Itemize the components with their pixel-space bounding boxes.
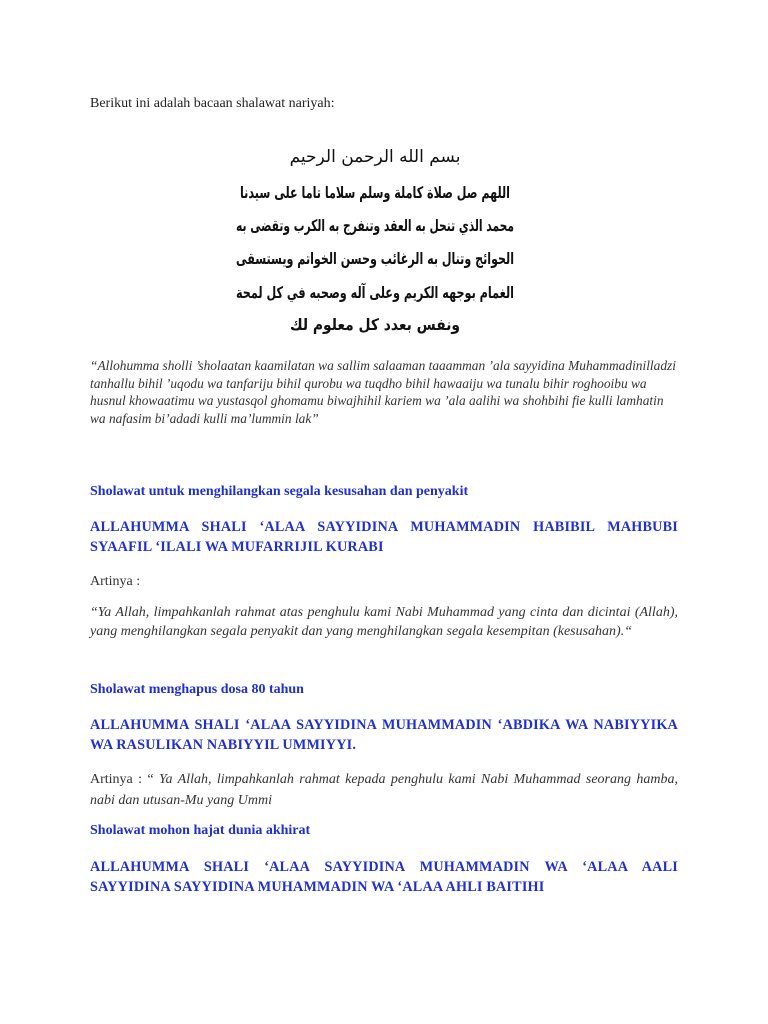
sholawat-text-hajat: ALLAHUMMA SHALI ‘ALAA SAYYIDINA MUHAMMADIN WA ‘ALAA AALI SAYYIDINA SAYYIDINA MUHAMMADIN WA ‘ALAA AHLI BAITIHI (90, 859, 678, 895)
artinya-label: Artinya : “ (90, 772, 154, 787)
calligraphy-line: الغمام بوجهه الكريم وعلى آله وصحبه في كل لمحة (236, 283, 633, 302)
arabic-calligraphy-image (230, 140, 652, 340)
artinya-label: Artinya : (90, 574, 141, 589)
section-heading-dosa: Sholawat menghapus dosa 80 tahun (90, 682, 304, 697)
basmalah-text: بسم الله الرحمن الرحيم (289, 147, 461, 167)
calligraphy-line: الحوائج وتنال به الرغائب وحسن الخواتم ويستسقى (236, 249, 514, 268)
nariyah-transliteration: “Allohumma sholli ’sholaatan kaamilatan wa sallim salaaman taaamman ’ala sayyidina Muhammadinilladzi tanhallu bihil ’uqodu wa tanfariju bihil qurobu wa tuqdho bihil hawaaiju wa tunalu bihir roghooibu wa husnul khowaatimu wa yustasqol ghomamu biwajhihil kariem wa ’ala aalihi wa shohbihi fie kulli lamhatin wa nafasim bi’adadi kulli ma’lummin lak” (90, 358, 676, 426)
meaning-text-kesusahan: “Ya Allah, limpahkanlah rahmat atas penghulu kami Nabi Muhammad yang cinta dan dicintai (Allah), yang menghilangkan segala penyakit dan yang menghilangkan segala kesempitan (kesusahan).“ (90, 605, 678, 639)
sholawat-text-kesusahan: ALLAHUMMA SHALI ‘ALAA SAYYIDINA MUHAMMADIN HABIBIL MAHBUBI SYAAFIL ‘ILALI WA MUFARRIJIL KURABI (90, 519, 678, 555)
section-heading-hajat: Sholawat mohon hajat dunia akhirat (90, 823, 311, 838)
meaning-text-dosa: Ya Allah, limpahkanlah rahmat kepada penghulu kami Nabi Muhammad seorang hamba, nabi dan utusan-Mu yang Ummi (90, 772, 679, 808)
calligraphy-svg (230, 140, 652, 340)
meaning-block-dosa (90, 769, 678, 811)
intro-text: Berikut ini adalah bacaan shalawat nariyah: (90, 96, 335, 111)
calligraphy-line: ونفس بعدد كل معلوم لك (290, 315, 460, 334)
calligraphy-line: اللهم صل صلاة كاملة وسلم سلاما تاما على سيدنا (240, 183, 510, 202)
calligraphy-line: محمد الذي تنحل به العقد وتنفرج به الكرب وتقضى به (236, 216, 652, 235)
section-heading-kesusahan: Sholawat untuk menghilangkan segala kesusahan dan penyakit (90, 484, 469, 499)
sholawat-text-dosa: ALLAHUMMA SHALI ‘ALAA SAYYIDINA MUHAMMADIN ‘ABDIKA WA NABIYYIKA WA RASULIKAN NABIYYIL UMMIYYI. (90, 717, 678, 753)
